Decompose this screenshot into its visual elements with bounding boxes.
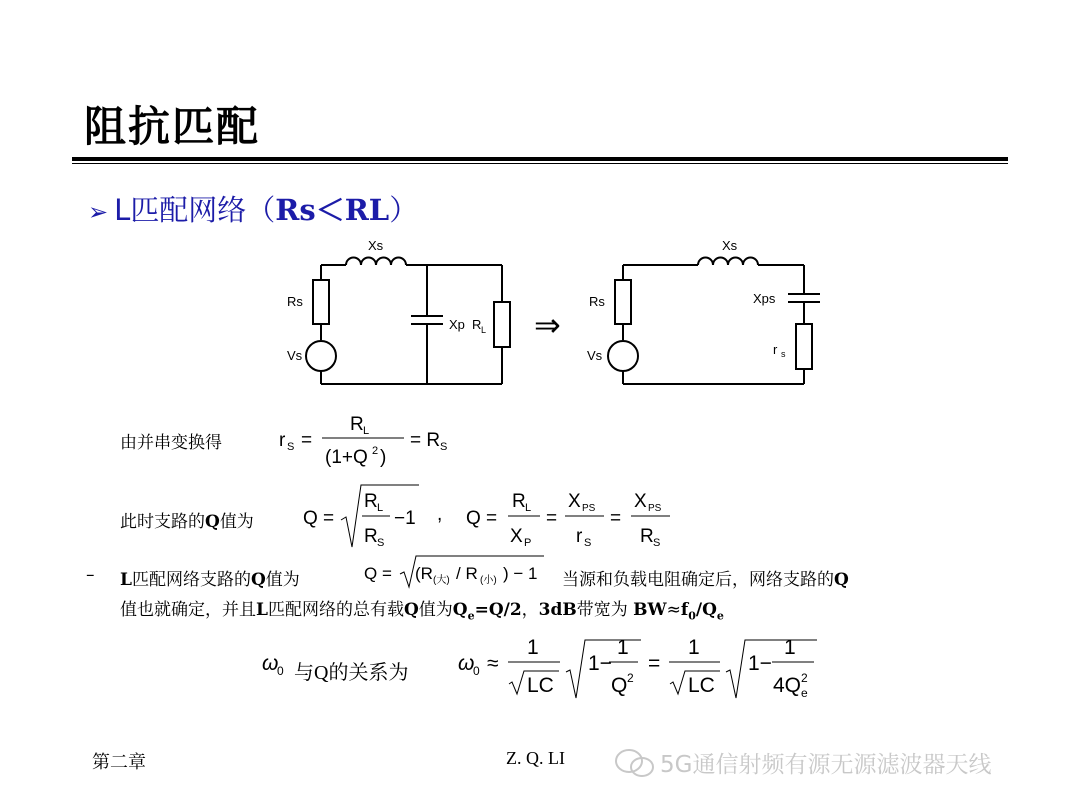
footer-author: Z. Q. LI: [506, 748, 565, 768]
watermark-text: 5G通信射频有源无源滤波器天线: [660, 752, 992, 778]
wechat-icon: [614, 748, 658, 780]
svg-text:): ): [380, 447, 387, 468]
equation-l-q: [364, 556, 544, 587]
svg-text:PS: PS: [582, 503, 596, 514]
label-rl: R: [472, 317, 482, 332]
label-xs-right: Xs: [722, 238, 738, 253]
svg-text:(R: (R: [415, 564, 433, 583]
svg-text:4Q: 4Q: [773, 674, 802, 697]
svg-text:S: S: [440, 441, 448, 453]
section-heading-text: L匹配网络（: [114, 193, 276, 227]
line3-text-a: L匹配网络支路的Q值为: [120, 570, 300, 590]
line2-label: 此时支路的Q值为: [120, 512, 254, 532]
svg-text:LC: LC: [688, 674, 715, 697]
svg-text:0: 0: [277, 664, 284, 678]
svg-text:= R: = R: [410, 430, 441, 451]
svg-text:L: L: [525, 502, 532, 514]
equation-q: [303, 485, 670, 549]
line5-label: 与Q的关系为: [294, 660, 409, 684]
svg-text:LC: LC: [527, 674, 554, 697]
svg-text:Q: Q: [611, 674, 628, 697]
svg-text:2: 2: [627, 671, 634, 685]
svg-text:X: X: [568, 491, 581, 512]
footer-chapter: 第二章: [92, 752, 146, 772]
label-vs-right: Vs: [587, 348, 603, 363]
svg-text:=: =: [648, 652, 661, 675]
svg-text:1: 1: [688, 636, 700, 659]
svg-text:L: L: [377, 502, 384, 514]
svg-text:r: r: [576, 526, 583, 547]
label-xs-left: Xs: [368, 238, 384, 253]
svg-text:P: P: [524, 537, 532, 549]
svg-text:(小): (小): [480, 575, 497, 586]
svg-text:ω: ω: [458, 652, 475, 675]
svg-text:=: =: [301, 430, 313, 451]
equation-rs: [279, 414, 447, 468]
svg-text:L: L: [363, 425, 370, 437]
svg-text:0: 0: [473, 664, 480, 678]
svg-text:PS: PS: [648, 503, 662, 514]
svg-text:S: S: [287, 441, 295, 453]
svg-text:1: 1: [784, 636, 796, 659]
svg-text:Q =: Q =: [466, 508, 498, 529]
svg-text:X: X: [634, 491, 647, 512]
svg-text:Q =: Q =: [364, 564, 392, 583]
svg-text:1: 1: [617, 636, 629, 659]
svg-text:2: 2: [801, 671, 808, 685]
svg-text:S: S: [377, 537, 385, 549]
svg-text:=: =: [546, 508, 558, 529]
svg-text:=: =: [610, 508, 622, 529]
label-xp: Xp: [449, 317, 465, 332]
bullet-arrow-icon: ➢: [88, 198, 109, 226]
svg-text:≈: ≈: [487, 652, 499, 675]
svg-text:Q =: Q =: [303, 508, 335, 529]
section-heading-math: Rs＜RL: [275, 193, 390, 227]
svg-text:1−: 1−: [588, 652, 612, 675]
svg-text:2: 2: [372, 445, 379, 457]
page-title: 阻抗匹配: [84, 102, 261, 151]
line3-text-b: 当源和负载电阻确定后，网络支路的Q: [562, 570, 849, 590]
svg-text:e: e: [801, 686, 808, 700]
label-xps: Xps: [753, 291, 776, 306]
svg-text:S: S: [653, 537, 661, 549]
svg-text:) − 1: ) − 1: [503, 564, 538, 583]
svg-text:X: X: [510, 526, 523, 547]
svg-text:(1+Q: (1+Q: [325, 447, 368, 468]
svg-text:(大): (大): [433, 575, 450, 586]
label-vs-left: Vs: [287, 348, 303, 363]
section-heading-close: ）: [389, 193, 419, 227]
label-r-small: r: [773, 342, 778, 357]
svg-text:1: 1: [527, 636, 539, 659]
line1-label: 由并串变换得: [120, 433, 222, 453]
bullet-dash: –: [86, 565, 95, 585]
label-rs-right: Rs: [589, 294, 605, 309]
svg-text:ω: ω: [262, 652, 279, 675]
svg-text:/ R: / R: [456, 564, 478, 583]
label-rl-sub: L: [481, 325, 487, 335]
svg-text:−1: −1: [394, 508, 416, 529]
svg-text:R: R: [364, 526, 378, 547]
svg-text:R: R: [640, 526, 654, 547]
svg-text:S: S: [584, 537, 592, 549]
svg-text:1−: 1−: [748, 652, 772, 675]
label-r-small-sub: s: [781, 349, 786, 359]
line4-text: 值也就确定，并且L匹配网络的总有载Q值为$Q_e=Q/2$，3dB带宽为 $BW\approx f_0/Q_e$: [120, 600, 724, 623]
transform-arrow: ⇒: [534, 307, 561, 343]
svg-text:,: ,: [437, 504, 443, 525]
svg-text:R: R: [350, 414, 364, 435]
svg-text:r: r: [279, 430, 286, 451]
svg-text:R: R: [364, 491, 378, 512]
svg-text:R: R: [512, 491, 526, 512]
label-rs-left: Rs: [287, 294, 303, 309]
